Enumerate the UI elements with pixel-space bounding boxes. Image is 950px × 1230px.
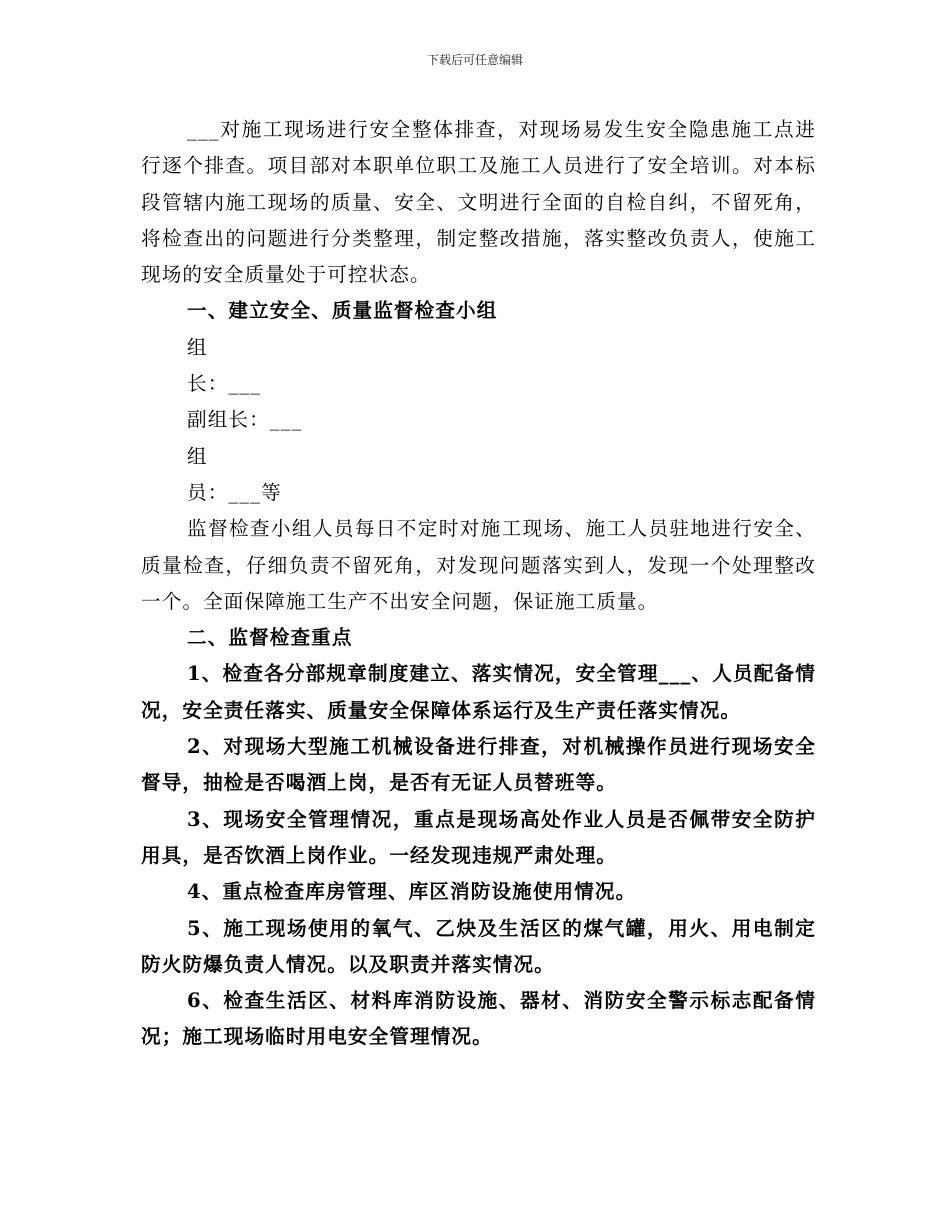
paragraph-inspection-team: 监督检查小组人员每日不定时对施工现场、施工人员驻地进行安全、质量检查，仔细负责不留死角，对发现问题落实到人，发现一个处理整改一个。全面保障施工生产不出安全问题，保证施工质量。 <box>141 517 816 613</box>
inspection-item-6: 6、检查生活区、材料库消防设施、器材、消防安全警示标志配备情况；施工现场临时用电安全管理情况。 <box>141 989 816 1049</box>
inspection-item-2: 2、对现场大型施工机械设备进行排查，对机械操作员进行现场安全督导，抽检是否喝酒上岗，是否有无证人员替班等。 <box>141 735 816 795</box>
paragraph-intro: ___对施工现场进行安全整体排查，对现场易发生安全隐患施工点进行逐个排查。项目部对本职单位职工及施工人员进行了安全培训。对本标段管辖内施工现场的质量、安全、文明进行全面的自检自纠，不留死角，将检查出的问题进行分类整理，制定整改措施，落实整改负责人，使施工现场的安全质量处于可控状态。 <box>141 118 816 287</box>
team-leader-label-part2: 长：___ <box>187 372 262 396</box>
page-header: 下载后可任意编辑 <box>426 53 523 67</box>
inspection-item-5: 5、施工现场使用的氧气、乙炔及生活区的煤气罐，用火、用电制定防火防爆负责人情况。以及职责并落实情况。 <box>141 916 816 976</box>
team-member-label-part1: 组 <box>187 444 208 468</box>
section-heading-2: 二、监督检查重点 <box>187 626 353 650</box>
deputy-leader-label: 副组长：___ <box>187 408 303 432</box>
inspection-item-3: 3、现场安全管理情况，重点是现场高处作业人员是否佩带安全防护用具，是否饮酒上岗作业。一经发现违规严肃处理。 <box>141 807 816 867</box>
inspection-item-1: 1、检查各分部规章制度建立、落实情况，安全管理___、人员配备情况，安全责任落实、质量安全保障体系运行及生产责任落实情况。 <box>141 662 816 722</box>
document-body <box>141 112 816 1056</box>
inspection-item-4: 4、重点检查库房管理、库区消防设施使用情况。 <box>187 880 637 904</box>
section-heading-1: 一、建立安全、质量监督检查小组 <box>187 299 498 323</box>
team-member-label-part2: 员：___等 <box>187 480 282 504</box>
team-leader-label-part1: 组 <box>187 335 208 359</box>
